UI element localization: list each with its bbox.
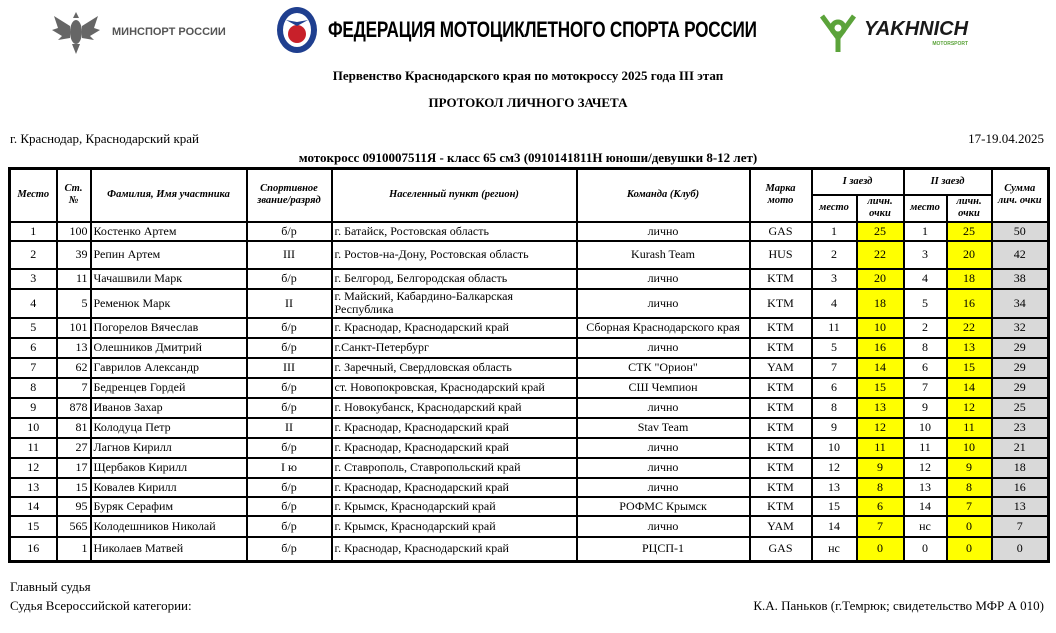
cell-start-number: 39 — [57, 241, 91, 269]
cell-total-points: 29 — [992, 338, 1049, 358]
cell-team: СШ Чемпион — [577, 378, 750, 398]
table-row — [10, 537, 1049, 562]
cell-sport-rank: б/р — [247, 478, 332, 497]
header-total: Сумма лич. очки — [992, 169, 1049, 222]
cell-city: г. Ростов-на-Дону, Ростовская область — [332, 241, 577, 269]
cell-race2-place: 3 — [904, 241, 947, 269]
cell-start-number: 15 — [57, 478, 91, 497]
table-row — [10, 358, 1049, 378]
cell-race2-place: 7 — [904, 378, 947, 398]
cell-race1-points: 12 — [857, 418, 904, 438]
cell-race1-place: 6 — [812, 378, 857, 398]
cell-city: г. Крымск, Краснодарский край — [332, 516, 577, 537]
cell-sport-rank: б/р — [247, 378, 332, 398]
fmr-emblem-icon — [276, 6, 318, 54]
cell-team: лично — [577, 338, 750, 358]
cell-place: 6 — [10, 338, 57, 358]
cell-rider-name: Ременюк Марк — [91, 289, 247, 318]
header-number: Ст. № — [57, 169, 91, 222]
cell-race2-points: 15 — [947, 358, 992, 378]
cell-race1-points: 8 — [857, 478, 904, 497]
cell-rider-name: Лагнов Кирилл — [91, 438, 247, 458]
cell-sport-rank: III — [247, 358, 332, 378]
cell-race1-points: 11 — [857, 438, 904, 458]
cell-rider-name: Николаев Матвей — [91, 537, 247, 562]
cell-race2-points: 16 — [947, 289, 992, 318]
cell-race2-place: 4 — [904, 269, 947, 289]
cell-place: 8 — [10, 378, 57, 398]
cell-race1-points: 16 — [857, 338, 904, 358]
table-row — [10, 269, 1049, 289]
cell-race1-points: 0 — [857, 537, 904, 562]
table-row — [10, 478, 1049, 497]
cell-race2-place: 1 — [904, 222, 947, 241]
cell-race2-points: 10 — [947, 438, 992, 458]
cell-race2-place: 11 — [904, 438, 947, 458]
cell-moto-brand: KTM — [750, 289, 812, 318]
cell-moto-brand: YAM — [750, 516, 812, 537]
cell-start-number: 11 — [57, 269, 91, 289]
cell-team: РЦСП-1 — [577, 537, 750, 562]
cell-team: лично — [577, 289, 750, 318]
cell-race2-place: 0 — [904, 537, 947, 562]
table-row — [10, 378, 1049, 398]
cell-race2-points: 11 — [947, 418, 992, 438]
yakhnich-emblem-icon — [816, 10, 860, 54]
cell-race2-points: 8 — [947, 478, 992, 497]
cell-race2-points: 14 — [947, 378, 992, 398]
cell-race1-place: 7 — [812, 358, 857, 378]
cell-sport-rank: I ю — [247, 458, 332, 478]
cell-race2-place: 2 — [904, 318, 947, 338]
sponsor-name: YAKHNICH — [864, 17, 969, 40]
cell-place: 14 — [10, 497, 57, 516]
cell-start-number: 100 — [57, 222, 91, 241]
cell-team: лично — [577, 269, 750, 289]
cell-city: г. Краснодар, Краснодарский край — [332, 438, 577, 458]
cell-place: 2 — [10, 241, 57, 269]
cell-place: 7 — [10, 358, 57, 378]
cell-city: г. Крымск, Краснодарский край — [332, 497, 577, 516]
cell-race1-place: нс — [812, 537, 857, 562]
cell-place: 1 — [10, 222, 57, 241]
cell-moto-brand: KTM — [750, 478, 812, 497]
cell-total-points: 38 — [992, 269, 1049, 289]
cell-city: г. Батайск, Ростовская область — [332, 222, 577, 241]
cell-race1-points: 9 — [857, 458, 904, 478]
cell-place: 15 — [10, 516, 57, 537]
cell-city: г. Краснодар, Краснодарский край — [332, 537, 577, 562]
cell-sport-rank: б/р — [247, 438, 332, 458]
cell-start-number: 13 — [57, 338, 91, 358]
cell-race2-points: 18 — [947, 269, 992, 289]
cell-moto-brand: KTM — [750, 338, 812, 358]
cell-race2-place: 6 — [904, 358, 947, 378]
cell-race2-points: 0 — [947, 516, 992, 537]
minsport-logo-text: МИНСПОРТ РОССИИ — [112, 26, 226, 38]
cell-team: СТК "Орион" — [577, 358, 750, 378]
cell-race1-points: 6 — [857, 497, 904, 516]
cell-city: ст. Новопокровская, Краснодарский край — [332, 378, 577, 398]
cell-team: лично — [577, 222, 750, 241]
cell-moto-brand: KTM — [750, 458, 812, 478]
cell-total-points: 23 — [992, 418, 1049, 438]
cell-place: 9 — [10, 398, 57, 418]
cell-moto-brand: HUS — [750, 241, 812, 269]
cell-city: г. Краснодар, Краснодарский край — [332, 478, 577, 497]
cell-race1-points: 14 — [857, 358, 904, 378]
cell-rider-name: Колодуца Петр — [91, 418, 247, 438]
cell-sport-rank: б/р — [247, 516, 332, 537]
cell-moto-brand: KTM — [750, 398, 812, 418]
table-row — [10, 241, 1049, 269]
cell-race1-points: 18 — [857, 289, 904, 318]
cell-place: 5 — [10, 318, 57, 338]
cell-total-points: 25 — [992, 398, 1049, 418]
header-moto: Марка мото — [750, 169, 812, 222]
cell-place: 3 — [10, 269, 57, 289]
cell-sport-rank: б/р — [247, 338, 332, 358]
cell-start-number: 95 — [57, 497, 91, 516]
federation-logo — [276, 6, 878, 54]
cell-rider-name: Олешников Дмитрий — [91, 338, 247, 358]
cell-rider-name: Иванов Захар — [91, 398, 247, 418]
table-row — [10, 338, 1049, 358]
cell-rider-name: Костенко Артем — [91, 222, 247, 241]
cell-team: Stav Team — [577, 418, 750, 438]
cell-total-points: 29 — [992, 378, 1049, 398]
cell-sport-rank: б/р — [247, 398, 332, 418]
cell-race1-place: 2 — [812, 241, 857, 269]
cell-sport-rank: б/р — [247, 269, 332, 289]
cell-moto-brand: YAM — [750, 358, 812, 378]
cell-place: 16 — [10, 537, 57, 562]
header-race1-points: личн. очки — [857, 195, 904, 222]
cell-team: Kurash Team — [577, 241, 750, 269]
table-row — [10, 497, 1049, 516]
cell-race1-place: 15 — [812, 497, 857, 516]
cell-team: лично — [577, 458, 750, 478]
cell-moto-brand: KTM — [750, 269, 812, 289]
cell-race1-place: 9 — [812, 418, 857, 438]
cell-race2-points: 22 — [947, 318, 992, 338]
header-race1-place: место — [812, 195, 857, 222]
cell-sport-rank: б/р — [247, 222, 332, 241]
cell-total-points: 16 — [992, 478, 1049, 497]
cell-team: лично — [577, 516, 750, 537]
federation-title: ФЕДЕРАЦИЯ МОТОЦИКЛЕТНОГО СПОРТА РОССИИ — [328, 17, 757, 42]
judge-category-label: Судья Всероссийской категории: — [10, 598, 192, 613]
cell-race1-place: 3 — [812, 269, 857, 289]
cell-race2-points: 25 — [947, 222, 992, 241]
cell-rider-name: Колодешников Николай — [91, 516, 247, 537]
cell-race1-place: 4 — [812, 289, 857, 318]
header-city: Населенный пункт (регион) — [332, 169, 577, 222]
cell-moto-brand: KTM — [750, 318, 812, 338]
cell-sport-rank: б/р — [247, 497, 332, 516]
location: г. Краснодар, Краснодарский край — [10, 131, 200, 146]
cell-moto-brand: KTM — [750, 497, 812, 516]
header-place: Место — [10, 169, 57, 222]
cell-total-points: 50 — [992, 222, 1049, 241]
table-row — [10, 318, 1049, 338]
table-row — [10, 418, 1049, 438]
table-row — [10, 458, 1049, 478]
cell-total-points: 32 — [992, 318, 1049, 338]
cell-race1-points: 25 — [857, 222, 904, 241]
protocol-title: ПРОТОКОЛ ЛИЧНОГО ЗАЧЕТА — [428, 95, 628, 110]
cell-race1-place: 8 — [812, 398, 857, 418]
cell-place: 10 — [10, 418, 57, 438]
cell-place: 13 — [10, 478, 57, 497]
cell-race1-place: 1 — [812, 222, 857, 241]
date: 17-19.04.2025 — [968, 131, 1044, 146]
cell-race1-place: 14 — [812, 516, 857, 537]
cell-team: Сборная Краснодарского края — [577, 318, 750, 338]
cell-team: РОФМС Крымск — [577, 497, 750, 516]
table-row — [10, 398, 1049, 418]
cell-moto-brand: KTM — [750, 418, 812, 438]
cell-moto-brand: KTM — [750, 438, 812, 458]
chief-judge-label: Главный судья — [10, 579, 91, 594]
cell-total-points: 18 — [992, 458, 1049, 478]
header-race2-points: личн. очки — [947, 195, 992, 222]
cell-sport-rank: II — [247, 418, 332, 438]
cell-race1-place: 11 — [812, 318, 857, 338]
cell-place: 11 — [10, 438, 57, 458]
cell-race2-place: 14 — [904, 497, 947, 516]
cell-sport-rank: II — [247, 289, 332, 318]
class-line: мотокросс 0910007511Я - класс 65 см3 (0910141811Н юноши/девушки 8-12 лет) — [298, 150, 758, 165]
sponsor-sub: MOTORSPORT — [932, 40, 969, 47]
eagle-emblem-icon — [50, 8, 102, 56]
cell-race2-place: 9 — [904, 398, 947, 418]
cell-total-points: 29 — [992, 358, 1049, 378]
cell-race2-place: 8 — [904, 338, 947, 358]
cell-race2-place: 13 — [904, 478, 947, 497]
cell-race1-points: 22 — [857, 241, 904, 269]
cell-place: 12 — [10, 458, 57, 478]
minsport-logo — [50, 8, 226, 56]
cell-start-number: 27 — [57, 438, 91, 458]
cell-sport-rank: III — [247, 241, 332, 269]
table-row — [10, 222, 1049, 241]
cell-race2-points: 9 — [947, 458, 992, 478]
event-title: Первенство Краснодарского края по мотокроссу 2025 года III этап — [332, 68, 724, 83]
cell-rider-name: Репин Артем — [91, 241, 247, 269]
cell-start-number: 565 — [57, 516, 91, 537]
cell-sport-rank: б/р — [247, 537, 332, 562]
header-race1: I заезд — [812, 169, 904, 195]
cell-race1-points: 20 — [857, 269, 904, 289]
table-row — [10, 516, 1049, 537]
cell-race2-points: 0 — [947, 537, 992, 562]
table-row — [10, 289, 1049, 318]
cell-city: г. Заречный, Свердловская область — [332, 358, 577, 378]
cell-city: г. Майский, Кабардино-Балкарская Республика — [332, 289, 577, 318]
cell-rider-name: Чачашвили Марк — [91, 269, 247, 289]
cell-race2-place: 12 — [904, 458, 947, 478]
cell-race2-points: 7 — [947, 497, 992, 516]
cell-race2-points: 12 — [947, 398, 992, 418]
cell-total-points: 13 — [992, 497, 1049, 516]
cell-moto-brand: KTM — [750, 378, 812, 398]
cell-city: г. Ставрополь, Ставропольский край — [332, 458, 577, 478]
cell-race2-place: нс — [904, 516, 947, 537]
cell-team: лично — [577, 478, 750, 497]
cell-rider-name: Гаврилов Александр — [91, 358, 247, 378]
cell-moto-brand: GAS — [750, 222, 812, 241]
cell-rider-name: Ковалев Кирилл — [91, 478, 247, 497]
header-race2: II заезд — [904, 169, 992, 195]
cell-city: г. Новокубанск, Краснодарский край — [332, 398, 577, 418]
cell-rider-name: Погорелов Вячеслав — [91, 318, 247, 338]
cell-race1-points: 7 — [857, 516, 904, 537]
cell-city: г.Санкт-Петербург — [332, 338, 577, 358]
cell-rider-name: Бедренцев Гордей — [91, 378, 247, 398]
cell-team: лично — [577, 398, 750, 418]
cell-city: г. Краснодар, Краснодарский край — [332, 418, 577, 438]
cell-rider-name: Щербаков Кирилл — [91, 458, 247, 478]
cell-city: г. Белгород, Белгородская область — [332, 269, 577, 289]
cell-start-number: 101 — [57, 318, 91, 338]
sponsor-logo — [816, 10, 968, 54]
cell-total-points: 0 — [992, 537, 1049, 562]
judge-name: К.А. Паньков (г.Темрюк; свидетельство МФР А 010) — [753, 598, 1044, 613]
header-name: Фамилия, Имя участника — [91, 169, 247, 222]
header-race2-place: место — [904, 195, 947, 222]
cell-total-points: 7 — [992, 516, 1049, 537]
cell-sport-rank: б/р — [247, 318, 332, 338]
cell-race1-place: 10 — [812, 438, 857, 458]
header-rank: Спортивное звание/разряд — [247, 169, 332, 222]
cell-total-points: 42 — [992, 241, 1049, 269]
cell-race1-points: 13 — [857, 398, 904, 418]
cell-race1-points: 15 — [857, 378, 904, 398]
cell-start-number: 62 — [57, 358, 91, 378]
cell-rider-name: Буряк Серафим — [91, 497, 247, 516]
cell-moto-brand: GAS — [750, 537, 812, 562]
cell-place: 4 — [10, 289, 57, 318]
cell-team: лично — [577, 438, 750, 458]
cell-start-number: 7 — [57, 378, 91, 398]
cell-race1-points: 10 — [857, 318, 904, 338]
cell-start-number: 81 — [57, 418, 91, 438]
cell-race2-place: 10 — [904, 418, 947, 438]
cell-race1-place: 5 — [812, 338, 857, 358]
cell-race2-points: 20 — [947, 241, 992, 269]
cell-total-points: 21 — [992, 438, 1049, 458]
header-team: Команда (Клуб) — [577, 169, 750, 222]
cell-start-number: 17 — [57, 458, 91, 478]
results-table — [8, 167, 1050, 563]
cell-race1-place: 13 — [812, 478, 857, 497]
cell-race1-place: 12 — [812, 458, 857, 478]
cell-start-number: 1 — [57, 537, 91, 562]
cell-start-number: 878 — [57, 398, 91, 418]
cell-total-points: 34 — [992, 289, 1049, 318]
cell-race2-points: 13 — [947, 338, 992, 358]
cell-race2-place: 5 — [904, 289, 947, 318]
cell-city: г. Краснодар, Краснодарский край — [332, 318, 577, 338]
cell-start-number: 5 — [57, 289, 91, 318]
table-row — [10, 438, 1049, 458]
